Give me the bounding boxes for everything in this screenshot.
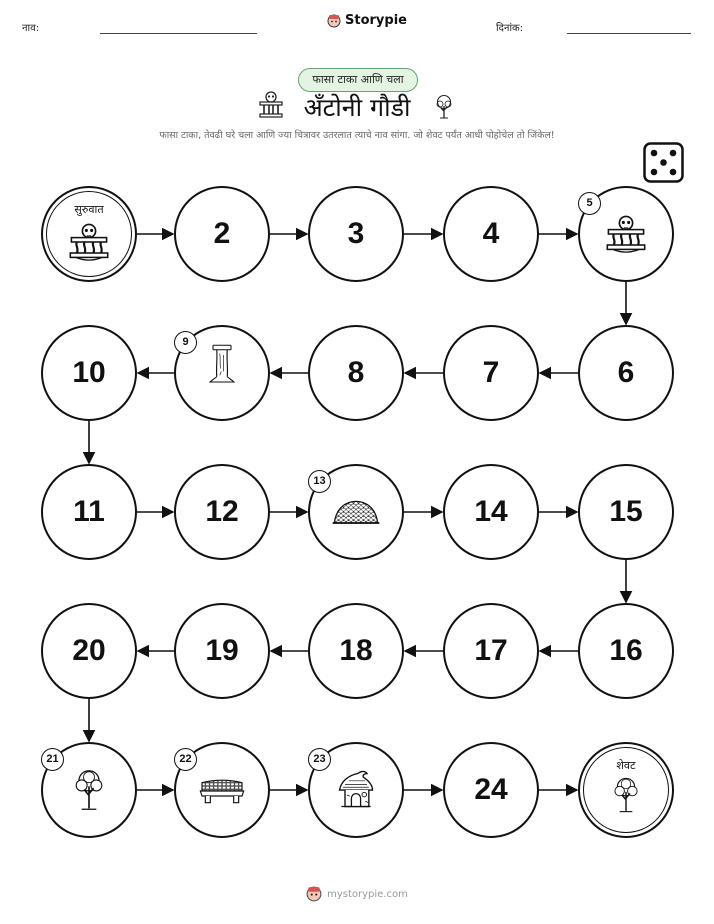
cell-number: 19 — [205, 634, 239, 667]
balcony-skull-icon — [604, 212, 648, 260]
cell-number: 8 — [347, 356, 365, 389]
footer-site: mystorypie.com — [327, 888, 408, 900]
board-cell-1 — [41, 186, 137, 282]
tree-icon — [607, 776, 645, 818]
board-cell-9 — [174, 325, 270, 421]
board-cell-23 — [308, 742, 404, 838]
end-label: शेवट — [616, 759, 636, 772]
board-cell-17 — [443, 603, 539, 699]
board-cell-18 — [308, 603, 404, 699]
cell-number: 17 — [474, 634, 508, 667]
cell-number: 10 — [72, 356, 106, 389]
board-cell-4 — [443, 186, 539, 282]
board-cell-16 — [578, 603, 674, 699]
board-cell-5 — [578, 186, 674, 282]
cell-number: 24 — [474, 773, 508, 806]
board-cell-10 — [41, 325, 137, 421]
board-cell-13 — [308, 464, 404, 560]
board-cell-25 — [578, 742, 674, 838]
storypie-mascot-icon — [306, 886, 322, 902]
board-cell-6 — [578, 325, 674, 421]
name-label: नाव: — [22, 23, 40, 34]
tiled-dome-icon — [331, 498, 381, 532]
cell-number: 4 — [482, 217, 500, 250]
cell-number: 7 — [482, 356, 500, 389]
board-cell-21 — [41, 742, 137, 838]
cell-number-badge: 9 — [174, 331, 197, 354]
mosaic-bench-icon — [197, 776, 247, 810]
board-cell-22 — [174, 742, 270, 838]
cell-number: 3 — [347, 217, 365, 250]
cell-number: 18 — [339, 634, 373, 667]
cell-number: 2 — [213, 217, 231, 250]
cell-number: 20 — [72, 634, 106, 667]
board-cell-11 — [41, 464, 137, 560]
cell-number-badge: 21 — [41, 748, 64, 771]
board-cell-15 — [578, 464, 674, 560]
cell-number: 12 — [205, 495, 239, 528]
tree-column-icon — [201, 343, 243, 389]
board-cell-20 — [41, 603, 137, 699]
cell-number: 6 — [617, 356, 635, 389]
cell-number-badge: 5 — [578, 192, 601, 215]
cell-number-badge: 23 — [308, 748, 331, 771]
start-label: सुरुवात — [74, 203, 104, 216]
board-cell-14 — [443, 464, 539, 560]
cell-number: 11 — [73, 495, 105, 528]
brand-name: Storypie — [345, 13, 407, 28]
mushroom-house-icon — [334, 768, 378, 816]
cell-number: 15 — [609, 495, 643, 528]
board-cell-7 — [443, 325, 539, 421]
board-cell-2 — [174, 186, 270, 282]
board-cell-8 — [308, 325, 404, 421]
board-cell-19 — [174, 603, 270, 699]
instructions: फासा टाका, तेवढी घरे चला आणि ज्या चित्रावर उतरलात त्याचे नाव सांगा. जो शेवट पर्यंत आधी पोहोचेल तो जिंकेल! — [159, 130, 555, 141]
board-cell-3 — [308, 186, 404, 282]
game-tag: फासा टाका आणि चला — [298, 68, 418, 92]
balcony-skull-icon — [67, 220, 111, 268]
cell-number-badge: 22 — [174, 748, 197, 771]
board-cell-12 — [174, 464, 270, 560]
page-title: अँटोनी गौडी — [303, 93, 411, 122]
cell-number-badge: 13 — [308, 470, 331, 493]
footer — [0, 886, 714, 902]
tree-icon — [67, 768, 111, 816]
cell-number: 16 — [609, 634, 643, 667]
board-cell-24 — [443, 742, 539, 838]
cell-number: 14 — [474, 495, 508, 528]
date-label: दिनांक: — [496, 23, 524, 34]
